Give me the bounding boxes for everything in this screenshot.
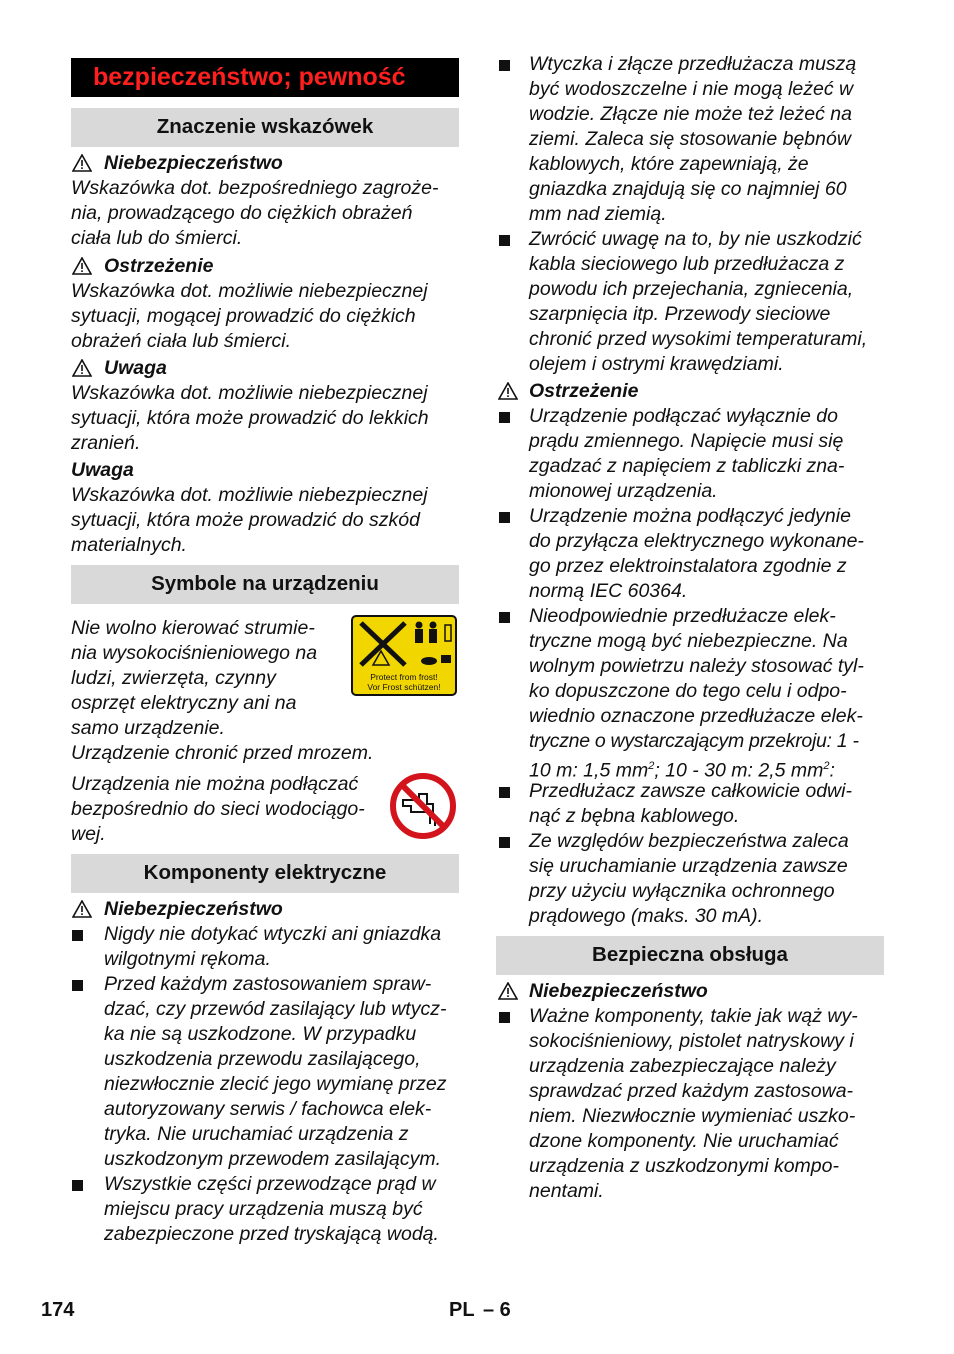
bullet-text-line: mionowej urządzenia. bbox=[529, 480, 718, 502]
bullet-text-line: prądowego (maks. 30 mA). bbox=[529, 905, 764, 927]
bullet-text-line: Urządzenie podłączać wyłącznie do bbox=[529, 405, 838, 427]
bullet-text-line: olejem i ostrymi krawędziami. bbox=[529, 353, 784, 375]
bullet-text-line: być wodoszczelne i nie mogą leżeć w bbox=[529, 78, 854, 100]
bullet-square bbox=[499, 837, 510, 848]
bullet-text-line: nąć z bębna kablowego. bbox=[529, 805, 740, 827]
section-title: Znaczenie wskazówek bbox=[156, 115, 374, 138]
hint-label-uwaga-material: Uwaga bbox=[71, 459, 134, 481]
section-header-znaczenie bbox=[71, 108, 459, 147]
hint-text-line: nia, prowadzącego do ciężkich obrażeń bbox=[71, 202, 413, 224]
bullet-text-line: zabezpieczone przed tryskającą wodą. bbox=[104, 1223, 439, 1245]
bullet-text-line: tryka. Nie uruchamiać urządzenia z bbox=[104, 1123, 409, 1145]
hint-text-line: zranień. bbox=[71, 432, 141, 454]
symbol-text-line: osprzęt elektryczny ani na bbox=[71, 692, 297, 714]
symbol-text-line: Urządzenia nie można podłączać bbox=[71, 773, 359, 795]
no-direct-water-connection-icon bbox=[389, 772, 457, 840]
bullet-text-line: urządzenia z uszkodzonymi kompo- bbox=[529, 1155, 839, 1177]
bullet-text-line: miejscu pracy urządzenia muszą być bbox=[104, 1198, 423, 1220]
bullet-text-line: ka nie są uszkodzone. W przypadku bbox=[104, 1023, 417, 1045]
hint-text-line: Wskazówka dot. możliwie niebezpiecznej bbox=[71, 382, 428, 404]
bullet-text-line: dzone komponenty. Nie uruchamiać bbox=[529, 1130, 839, 1152]
bullet-text-line: niem. Niezwłocznie wymieniać uszko- bbox=[529, 1105, 856, 1127]
symbol-text-line: samo urządzenie. bbox=[71, 717, 225, 739]
bullet-square bbox=[499, 512, 510, 523]
bullet-square bbox=[499, 612, 510, 623]
high-pressure-warning-label bbox=[351, 615, 457, 696]
section-title: Symbole na urządzeniu bbox=[151, 572, 379, 595]
bullet-text-line: Ze względów bezpieczeństwa zaleca bbox=[529, 830, 849, 852]
cross-section-text: ; 10 - 30 m: 2,5 mm bbox=[654, 759, 824, 782]
bullet-text-line: uszkodzenia przewodu zasilającego, bbox=[104, 1048, 421, 1070]
page-title-bar bbox=[71, 58, 459, 97]
symbol-text-line: nia wysokociśnieniowego na bbox=[71, 642, 318, 664]
bullet-text-line: dzać, czy przewód zasilający lub wtycz- bbox=[104, 998, 447, 1020]
warning-triangle-icon bbox=[72, 359, 92, 377]
label-text-en: Protect from frost! bbox=[370, 672, 438, 682]
bullet-square bbox=[72, 980, 83, 991]
warning-triangle-icon bbox=[498, 982, 518, 1000]
bullet-text-line: ziemi. Zaleca się stosowanie bębnów bbox=[529, 128, 851, 150]
hint-label-ostrzezenie: Ostrzeżenie bbox=[529, 380, 639, 402]
cross-section-text: 10 m: 1,5 mm bbox=[529, 759, 649, 782]
label-text-de: Vor Frost schützen! bbox=[367, 682, 441, 692]
bullet-text-line: go przez elektroinstalatora zgodnie z bbox=[529, 555, 847, 577]
bullet-text-line: Przedłużacz zawsze całkowicie odwi- bbox=[529, 780, 852, 802]
page-number: 174 bbox=[41, 1299, 75, 1321]
superscript: 2 bbox=[648, 760, 655, 772]
bullet-text-line: nentami. bbox=[529, 1180, 604, 1202]
bullet-text-line: Ważne komponenty, takie jak wąż wy- bbox=[529, 1005, 858, 1027]
section-header-obsluga bbox=[496, 936, 884, 975]
bullet-text-line: Urządzenie można podłączyć jedynie bbox=[529, 505, 851, 527]
hint-text-line: ciała lub do śmierci. bbox=[71, 227, 243, 249]
bullet-square bbox=[499, 1012, 510, 1023]
bullet-text-line: zgadzać z napięciem z tabliczki zna- bbox=[529, 455, 845, 477]
bullet-text-line: szarpnięcia itp. Przewody sieciowe bbox=[529, 303, 831, 325]
bullet-text-line: sokociśnieniowy, pistolet natryskowy i bbox=[529, 1030, 854, 1052]
warning-triangle-icon bbox=[72, 900, 92, 918]
bullet-text-line: uszkodzonym przewodem zasilającym. bbox=[104, 1148, 442, 1170]
bullet-text-line: sprawdzać przed każdym zastosowa- bbox=[529, 1080, 854, 1102]
hint-text-line: Wskazówka dot. możliwie niebezpiecznej bbox=[71, 280, 428, 302]
bullet-text-line: wolnym powietrzu należy stosować tyl- bbox=[529, 655, 864, 677]
bullet-text-line: tryczne o wystarczającym przekroju: 1 - bbox=[529, 730, 859, 752]
superscript: 2 bbox=[823, 760, 830, 772]
footer-section-page: – 6 bbox=[483, 1299, 511, 1321]
bullet-text-line: kabla sieciowego lub przedłużacza z bbox=[529, 253, 845, 275]
hint-text-line: obrażeń ciała lub śmierci. bbox=[71, 330, 292, 352]
bullet-square bbox=[499, 60, 510, 71]
bullet-text-line: wodzie. Złącze nie może też leżeć na bbox=[529, 103, 852, 125]
warning-triangle-icon bbox=[72, 154, 92, 172]
bullet-text-line: Wtyczka i złącze przedłużacza muszą bbox=[529, 53, 857, 75]
bullet-text-line: się uruchamianie urządzenia zawsze bbox=[529, 855, 848, 877]
bullet-text-line: autoryzowany serwis / fachowca elek- bbox=[104, 1098, 432, 1120]
bullet-square bbox=[499, 235, 510, 246]
symbol-text-line: ludzi, zwierzęta, czynny bbox=[71, 667, 276, 689]
hint-text-line: materialnych. bbox=[71, 534, 187, 556]
bullet-square bbox=[499, 412, 510, 423]
page-title: bezpieczeństwo; pewność bbox=[93, 63, 406, 91]
bullet-text-line: mm nad ziemią. bbox=[529, 203, 667, 225]
bullet-text-line: normą IEC 60364. bbox=[529, 580, 688, 602]
bullet-text-line: Przed każdym zastosowaniem spraw- bbox=[104, 973, 432, 995]
bullet-text-line: Wszystkie części przewodzące prąd w bbox=[104, 1173, 436, 1195]
hint-label-niebezpieczenstwo: Niebezpieczeństwo bbox=[529, 980, 708, 1002]
bullet-text-line: powodu ich przejechania, zgniecenia, bbox=[529, 278, 854, 300]
footer-language: PL bbox=[449, 1299, 475, 1321]
section-header-komponenty bbox=[71, 854, 459, 893]
bullet-text-line: ko dopuszczone do tego celu i odpo- bbox=[529, 680, 847, 702]
bullet-text-line: kablowych, które zapewniają, że bbox=[529, 153, 809, 175]
bullet-text-line: tryczne mogą być niebezpieczne. Na bbox=[529, 630, 848, 652]
cross-section-text: : bbox=[829, 759, 835, 782]
bullet-text-line: prądu zmiennego. Napięcie musi się bbox=[529, 430, 844, 452]
section-header-symbole bbox=[71, 565, 459, 604]
symbol-text-line: Nie wolno kierować strumie- bbox=[71, 617, 315, 639]
bullet-text-line: przy użyciu wyłącznika ochronnego bbox=[529, 880, 835, 902]
hint-label-niebezpieczenstwo: Niebezpieczeństwo bbox=[104, 898, 283, 920]
no-spray-people-animals-icon bbox=[353, 617, 455, 675]
bullet-text-line: Nieodpowiednie przedłużacze elek- bbox=[529, 605, 836, 627]
bullet-text-line: Zwrócić uwagę na to, by nie uszkodzić bbox=[529, 228, 862, 250]
hint-text-line: sytuacji, która może prowadzić do lekkich bbox=[71, 407, 429, 429]
bullet-text-line: wilgotnymi rękoma. bbox=[104, 948, 271, 970]
hint-label-niebezpieczenstwo: Niebezpieczeństwo bbox=[104, 152, 283, 174]
symbol-text-line: wej. bbox=[71, 823, 106, 845]
section-title: Komponenty elektryczne bbox=[143, 861, 387, 884]
symbol-text-line: Urządzenie chronić przed mrozem. bbox=[71, 742, 374, 764]
warning-triangle-icon bbox=[498, 382, 518, 400]
hint-label-uwaga: Uwaga bbox=[104, 357, 167, 379]
hint-text-line: sytuacji, która może prowadzić do szkód bbox=[71, 509, 420, 531]
bullet-text-line: Nigdy nie dotykać wtyczki ani gniazdka bbox=[104, 923, 442, 945]
symbol-text-line: bezpośrednio do sieci wodociągo- bbox=[71, 798, 365, 820]
bullet-text-line: chronić przed wysokimi temperaturami, bbox=[529, 328, 868, 350]
bullet-square bbox=[72, 1180, 83, 1191]
hint-text-line: sytuacji, mogącej prowadzić do ciężkich bbox=[71, 305, 416, 327]
hint-text-line: Wskazówka dot. możliwie niebezpiecznej bbox=[71, 484, 428, 506]
hint-label-ostrzezenie: Ostrzeżenie bbox=[104, 255, 214, 277]
bullet-square bbox=[499, 787, 510, 798]
warning-triangle-icon bbox=[72, 257, 92, 275]
bullet-text-line: urządzenia zabezpieczające należy bbox=[529, 1055, 836, 1077]
bullet-text-line: do przyłącza elektrycznego wykonane- bbox=[529, 530, 864, 552]
hint-text-line: Wskazówka dot. bezpośredniego zagroże- bbox=[71, 177, 439, 199]
bullet-text-line: gniazdka znajdują się co najmniej 60 bbox=[529, 178, 847, 200]
bullet-text-line: niezwłocznie zlecić jego wymianę przez bbox=[104, 1073, 447, 1095]
section-title: Bezpieczna obsługa bbox=[592, 943, 788, 966]
bullet-text-line: wiednio oznaczone przedłużacze elek- bbox=[529, 705, 863, 727]
bullet-square bbox=[72, 930, 83, 941]
